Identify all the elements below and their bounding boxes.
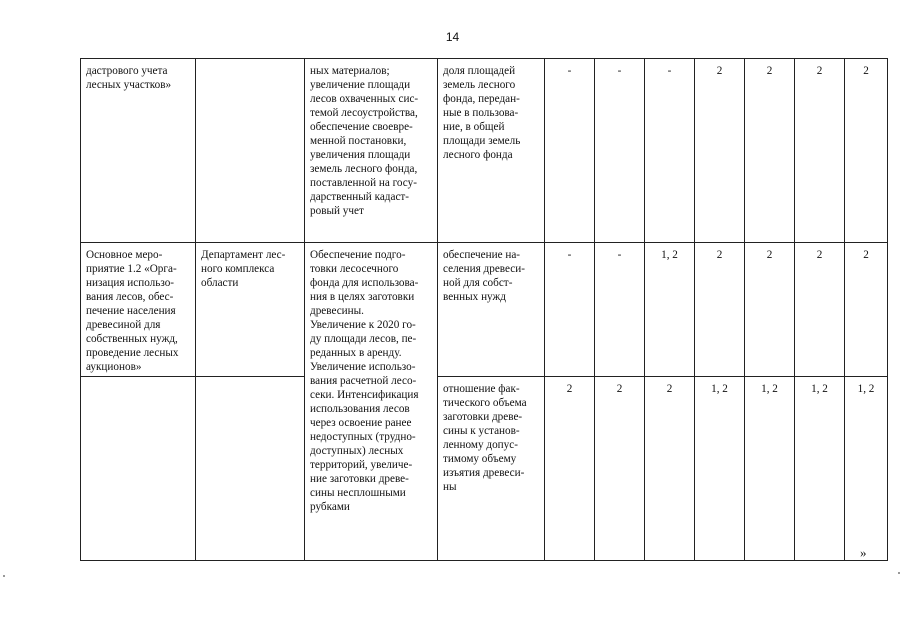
value-cell: 1, 2 — [795, 377, 845, 561]
value-cell: 1, 2 — [695, 377, 745, 561]
page-number: 14 — [445, 30, 460, 44]
program-table — [80, 58, 888, 561]
scan-speck — [3, 575, 5, 577]
scan-speck — [898, 572, 900, 574]
value-cell: 2 — [595, 377, 645, 561]
measure-name-cell: Основное меро- приятие 1.2 «Орга- низация использо- вания лесов, обес- печение населения древесиной для собственных нужд, проведение лесных аукционов» — [81, 243, 196, 377]
value-cell: 2 — [695, 243, 745, 377]
continuation-mark: » — [860, 545, 867, 560]
expected-result-cell: Обеспечение подго- товки лесосечного фонда для использова- ния в целях заготовки древесины. Увеличение к 2020 го- ду площади лесов, пе- реданных в аренду. Увеличение использо- вания расчетной лесо- секи. Интенсификация использования лесов через освоение ранее недоступных (трудно- доступных) лесных территорий, увеличе- ние заготовки древе- сины несплошными рубками — [305, 243, 438, 561]
measure-name-cell — [81, 377, 196, 561]
executor-cell — [196, 59, 305, 243]
indicator-cell: обеспечение на- селения древеси- ной для собст- венных нужд — [438, 243, 545, 377]
value-cell: 2 — [645, 377, 695, 561]
table-row — [81, 243, 888, 377]
value-cell: 2 — [795, 59, 845, 243]
expected-result-cell: ных материалов; увеличение площади лесов охваченных сис- темой лесоустройства, обеспечение своевре- менной постановки, увеличения площади земель лесного фонда, поставленной на госу- дарственный кадаст- ровый учет — [305, 59, 438, 243]
table-row — [81, 377, 888, 561]
executor-cell: Департамент лес- ного комплекса области — [196, 243, 305, 377]
value-cell: 2 — [545, 377, 595, 561]
value-cell: - — [595, 59, 645, 243]
value-cell: 2 — [745, 59, 795, 243]
indicator-cell: отношение фак- тического объема заготовки древе- сины к установ- ленному допус- тимому объему изъятия древеси- ны — [438, 377, 545, 561]
value-cell: 2 — [745, 243, 795, 377]
table-row — [81, 59, 888, 243]
executor-cell — [196, 377, 305, 561]
value-cell: - — [545, 59, 595, 243]
value-cell: 2 — [845, 243, 888, 377]
value-cell: 2 — [795, 243, 845, 377]
indicator-cell: доля площадей земель лесного фонда, передан- ные в пользова- ние, в общей площади земель лесного фонда — [438, 59, 545, 243]
value-cell: - — [595, 243, 645, 377]
value-cell: 2 — [845, 59, 888, 243]
value-cell: 1, 2 — [845, 377, 888, 561]
measure-name-cell: дастрового учета лесных участков» — [81, 59, 196, 243]
value-cell: - — [645, 59, 695, 243]
value-cell: 2 — [695, 59, 745, 243]
value-cell: 1, 2 — [645, 243, 695, 377]
value-cell: 1, 2 — [745, 377, 795, 561]
value-cell: - — [545, 243, 595, 377]
